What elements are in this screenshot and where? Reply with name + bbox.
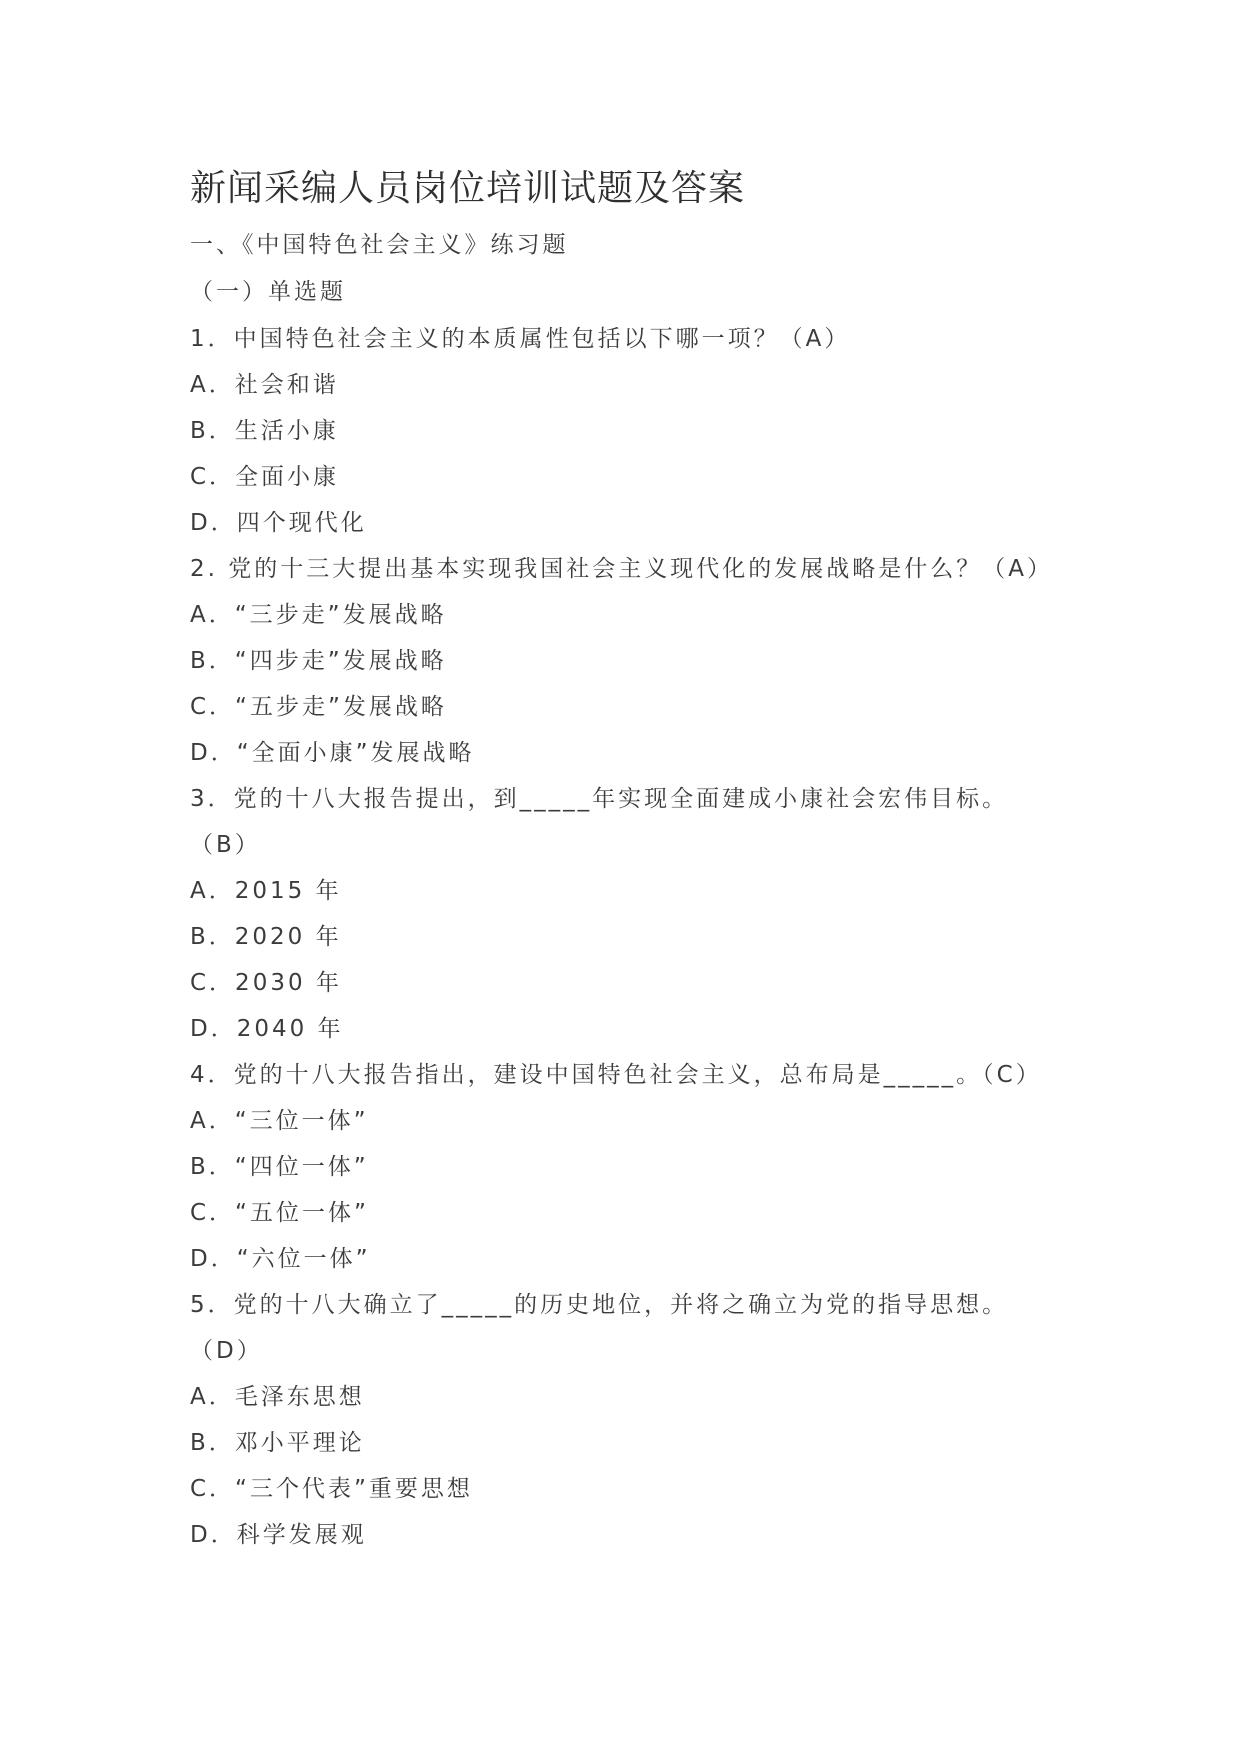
option-line: A．2015 年: [190, 878, 342, 904]
option-line: C．“五位一体”: [190, 1200, 369, 1226]
option-line: C．“三个代表”重要思想: [190, 1476, 473, 1502]
option-line: C．2030 年: [190, 970, 342, 996]
option-line: C．“五步走”发展战略: [190, 694, 447, 720]
answer-line: （D）: [190, 1338, 263, 1364]
option-line: A．社会和谐: [190, 372, 339, 398]
section-heading: 一、《中国特色社会主义》练习题: [190, 232, 569, 258]
option-line: B．“四步走”发展战略: [190, 648, 447, 674]
option-line: B．邓小平理论: [190, 1430, 365, 1456]
question-2: 2. 党的十三大提出基本实现我国社会主义现代化的发展战略是什么？（A）: [190, 556, 1053, 582]
option-line: D．“六位一体”: [190, 1246, 371, 1272]
option-line: B．2020 年: [190, 924, 342, 950]
option-line: C．全面小康: [190, 464, 340, 490]
question-3: 3．党的十八大报告提出，到_____年实现全面建成小康社会宏伟目标。: [190, 786, 1009, 812]
option-line: D．四个现代化: [190, 510, 367, 536]
question-4: 4．党的十八大报告指出，建设中国特色社会主义，总布局是_____。（C）: [190, 1062, 1042, 1088]
option-line: A．“三步走”发展战略: [190, 602, 447, 628]
option-line: B．“四位一体”: [190, 1154, 369, 1180]
option-line: A．“三位一体”: [190, 1108, 369, 1134]
document-title: 新闻采编人员岗位培训试题及答案: [190, 168, 746, 209]
option-line: D．2040 年: [190, 1016, 344, 1042]
answer-line: （B）: [190, 832, 261, 858]
option-line: D．科学发展观: [190, 1522, 367, 1548]
option-line: A．毛泽东思想: [190, 1384, 365, 1410]
question-1: 1．中国特色社会主义的本质属性包括以下哪一项？（A）: [190, 326, 851, 352]
subsection-heading: （一）单选题: [190, 279, 346, 305]
option-line: B．生活小康: [190, 418, 339, 444]
option-line: D．“全面小康”发展战略: [190, 740, 475, 766]
question-5: 5．党的十八大确立了_____的历史地位，并将之确立为党的指导思想。: [190, 1292, 1009, 1318]
